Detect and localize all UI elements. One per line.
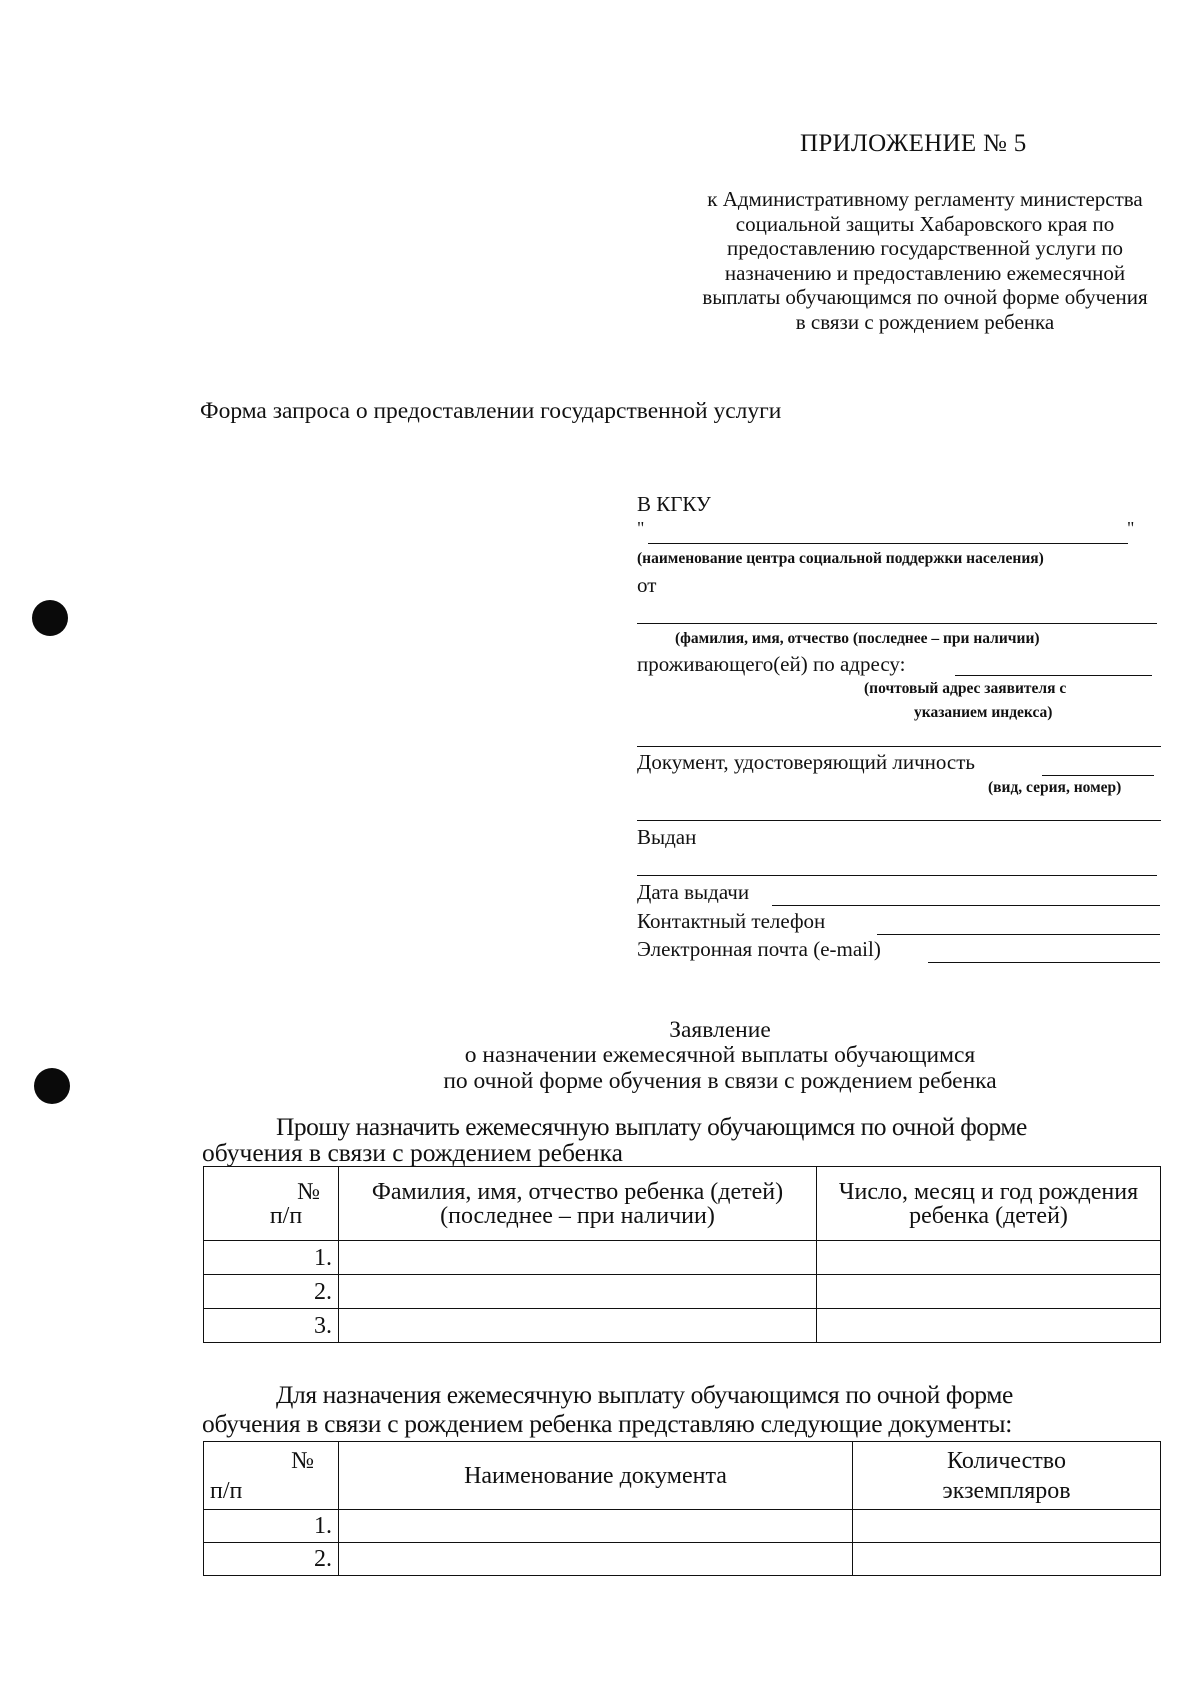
documents-table: [203, 1441, 1161, 1576]
center-name-hint: (наименование центра социальной поддержки населения): [637, 550, 1044, 567]
row-number: 1.: [204, 1241, 339, 1275]
applicant-name-line[interactable]: [637, 623, 1157, 624]
child-birth-cell[interactable]: [817, 1241, 1161, 1275]
address-label: проживающего(ей) по адресу:: [637, 652, 906, 676]
document-name-cell[interactable]: [339, 1510, 853, 1543]
appendix-title: ПРИЛОЖЕНИЕ № 5: [800, 130, 1027, 157]
children-header-birth: Число, месяц и год рождения ребенка (детей): [817, 1167, 1161, 1241]
document-count-cell[interactable]: [853, 1543, 1161, 1576]
address-hint-line1: (почтовый адрес заявителя с: [864, 680, 1067, 697]
quote-close: ": [1127, 518, 1135, 538]
id-doc-hint: (вид, серия, номер): [988, 779, 1122, 796]
table-row: [204, 1275, 1161, 1309]
form-title: Форма запроса о предоставлении государственной услуги: [200, 398, 782, 424]
id-doc-label: Документ, удостоверяющий личность: [637, 750, 975, 774]
quote-open: ": [637, 518, 645, 538]
phone-line[interactable]: [877, 934, 1160, 935]
count-header-bottom: экземпляров: [942, 1477, 1071, 1504]
id-doc-line-inline[interactable]: [1042, 775, 1154, 776]
documents-intro-line-1: Для назначения ежемесячную выплату обучающимся по очной форме: [276, 1380, 1013, 1409]
email-line[interactable]: [928, 962, 1160, 963]
request-line-2: обучения в связи с рождением ребенка: [202, 1138, 623, 1167]
table-row: [204, 1309, 1161, 1343]
header-num-abbr: п/п: [210, 1477, 243, 1504]
id-doc-line[interactable]: [637, 820, 1161, 821]
child-name-cell[interactable]: [339, 1309, 817, 1343]
request-line-1: Прошу назначить ежемесячную выплату обучающимся по очной форме: [276, 1112, 1027, 1141]
address-hint-line2: указанием индекса): [914, 704, 1053, 721]
header-num-sign: №: [291, 1447, 314, 1474]
phone-label: Контактный телефон: [637, 909, 826, 933]
issue-date-label: Дата выдачи: [637, 880, 750, 904]
header-num-abbr: п/п: [269, 1202, 303, 1229]
documents-header-name: Наименование документа: [339, 1442, 853, 1510]
statement-title: Заявление: [669, 1017, 771, 1043]
child-name-cell[interactable]: [339, 1241, 817, 1275]
statement-subtitle-2: по очной форме обучения в связи с рождением ребенка: [443, 1068, 997, 1094]
table-row: [204, 1510, 1161, 1543]
issued-line[interactable]: [637, 875, 1157, 876]
from-label: от: [637, 573, 657, 597]
documents-header-count: [853, 1442, 1161, 1510]
count-header-top: Количество: [947, 1447, 1066, 1474]
row-number: 2.: [204, 1275, 339, 1309]
row-number: 3.: [204, 1309, 339, 1343]
documents-intro-line-2: обучения в связи с рождением ребенка представляю следующие документы:: [202, 1409, 1012, 1438]
applicant-name-hint: (фамилия, имя, отчество (последнее – при наличии): [675, 630, 1040, 647]
center-name-line[interactable]: [648, 543, 1128, 544]
issue-date-line[interactable]: [772, 905, 1160, 906]
child-name-cell[interactable]: [339, 1275, 817, 1309]
appendix-subtitle: к Административному регламенту министерства социальной защиты Хабаровского края по предоставлению государственной услуги по назначению и предоставлению ежемесячной выплаты обучающимся по очной форме обучения в связи с рождением ребенка: [702, 187, 1148, 334]
header-num-sign: №: [297, 1178, 320, 1205]
table-row: [204, 1543, 1161, 1576]
child-birth-cell[interactable]: [817, 1309, 1161, 1343]
email-label: Электронная почта (e-mail): [637, 937, 881, 961]
child-birth-cell[interactable]: [817, 1275, 1161, 1309]
table-row: [204, 1241, 1161, 1275]
issued-label: Выдан: [637, 825, 697, 849]
punch-hole-top: [32, 600, 68, 636]
to-label: В КГКУ: [637, 492, 711, 516]
row-number: 1.: [204, 1510, 339, 1543]
statement-subtitle-1: о назначении ежемесячной выплаты обучающимся: [464, 1042, 976, 1068]
document-name-cell[interactable]: [339, 1543, 853, 1576]
address-line-inline[interactable]: [955, 675, 1152, 676]
documents-header-num: [204, 1442, 339, 1510]
row-number: 2.: [204, 1543, 339, 1576]
document-count-cell[interactable]: [853, 1510, 1161, 1543]
address-line[interactable]: [637, 746, 1161, 747]
children-header-name: Фамилия, имя, отчество ребенка (детей) (последнее – при наличии): [339, 1167, 817, 1241]
children-header-num: [204, 1167, 339, 1241]
children-table: [203, 1166, 1161, 1343]
